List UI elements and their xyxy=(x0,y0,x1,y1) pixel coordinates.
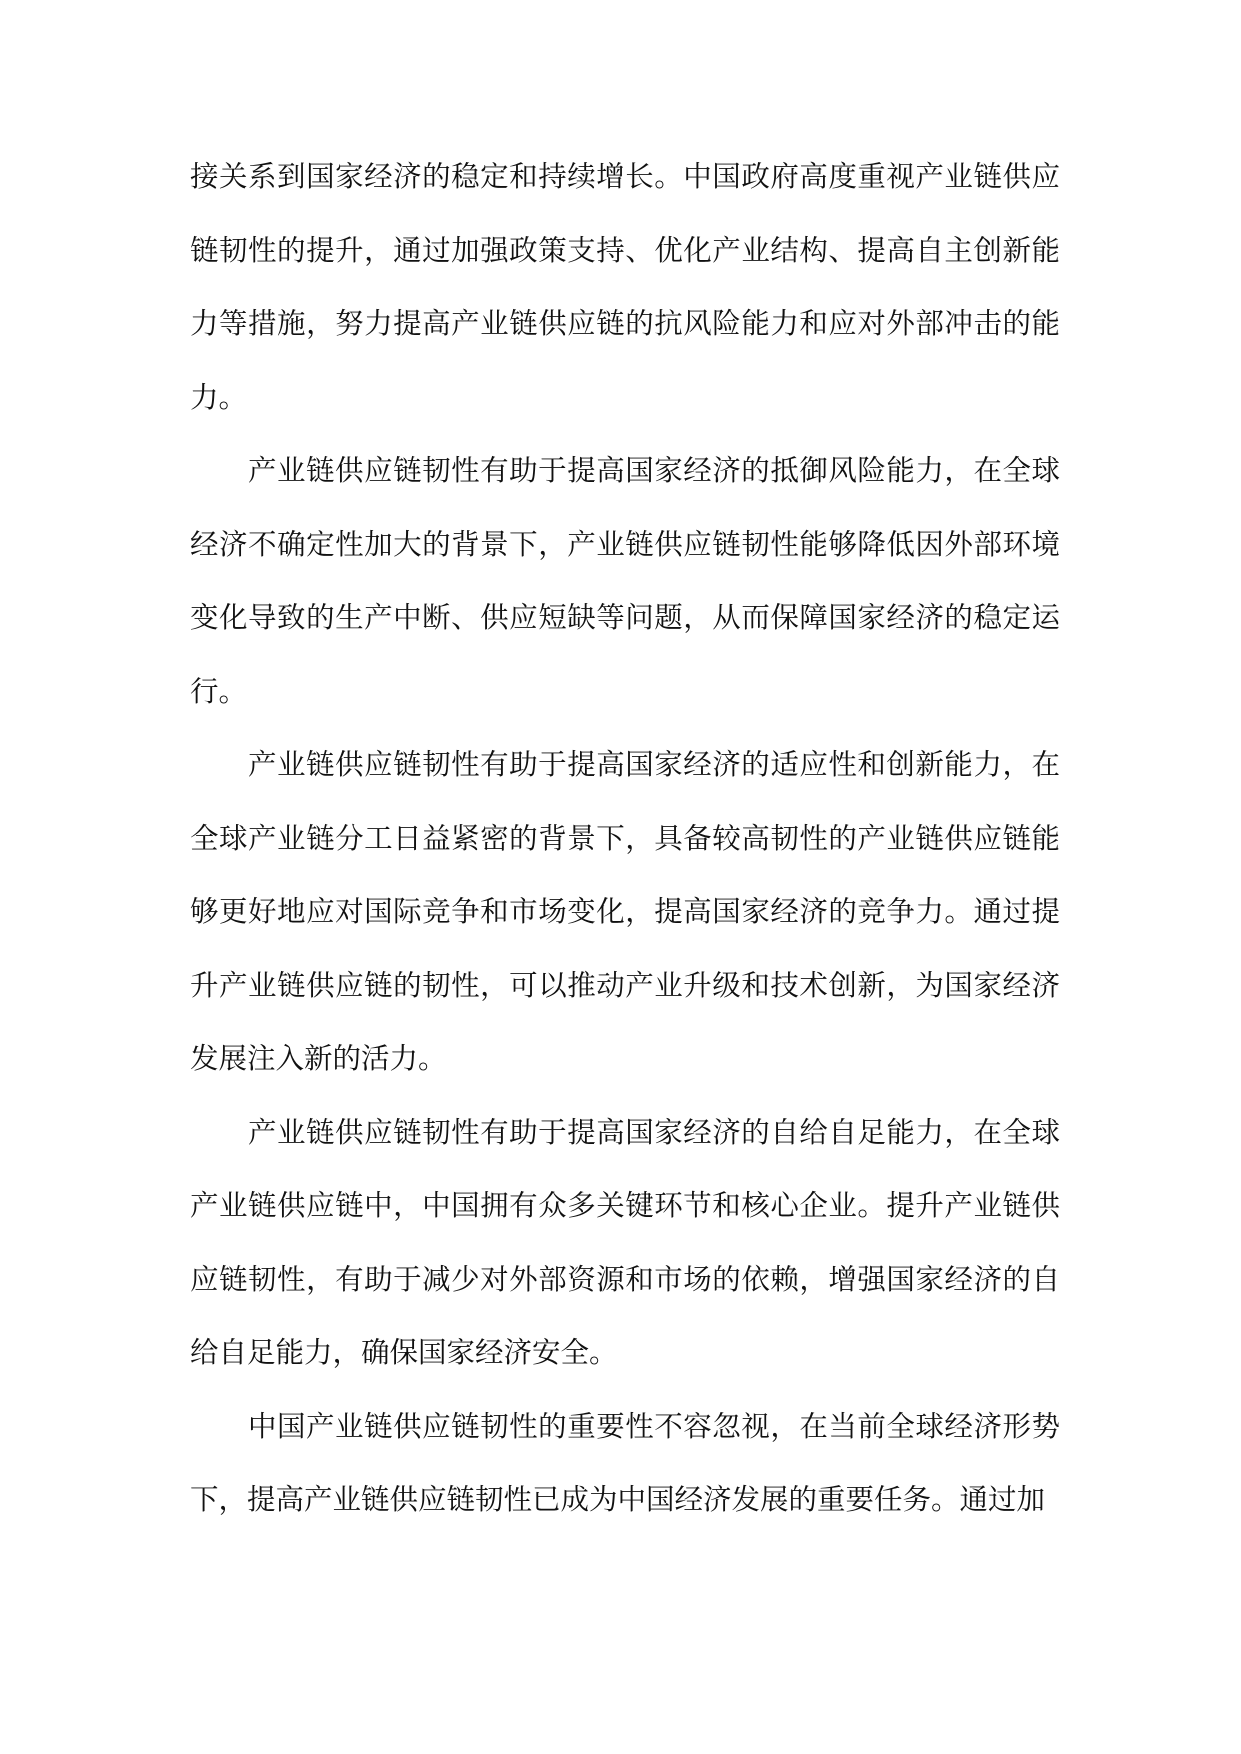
paragraph: 产业链供应链韧性有助于提高国家经济的适应性和创新能力，在全球产业链分工日益紧密的背景下，具备较高韧性的产业链供应链能够更好地应对国际竞争和市场变化，提高国家经济的竞争力。通过提升产业链供应链的韧性，可以推动产业升级和技术创新，为国家经济发展注入新的活力。 xyxy=(190,748,1060,1075)
document-body xyxy=(190,140,1060,1537)
paragraph: 产业链供应链韧性有助于提高国家经济的抵御风险能力，在全球经济不确定性加大的背景下，产业链供应链韧性能够降低因外部环境变化导致的生产中断、供应短缺等问题，从而保障国家经济的稳定运行。 xyxy=(190,454,1060,708)
paragraph: 中国产业链供应链韧性的重要性不容忽视，在当前全球经济形势下，提高产业链供应链韧性已成为中国经济发展的重要任务。通过加 xyxy=(190,1409,1060,1516)
paragraph: 产业链供应链韧性有助于提高国家经济的自给自足能力，在全球产业链供应链中，中国拥有众多关键环节和核心企业。提升产业链供应链韧性，有助于减少对外部资源和市场的依赖，增强国家经济的自给自足能力，确保国家经济安全。 xyxy=(190,1115,1060,1369)
paragraph-continuation: 接关系到国家经济的稳定和持续增长。中国政府高度重视产业链供应链韧性的提升，通过加强政策支持、优化产业结构、提高自主创新能力等措施，努力提高产业链供应链的抗风险能力和应对外部冲击的能力。 xyxy=(190,160,1060,414)
